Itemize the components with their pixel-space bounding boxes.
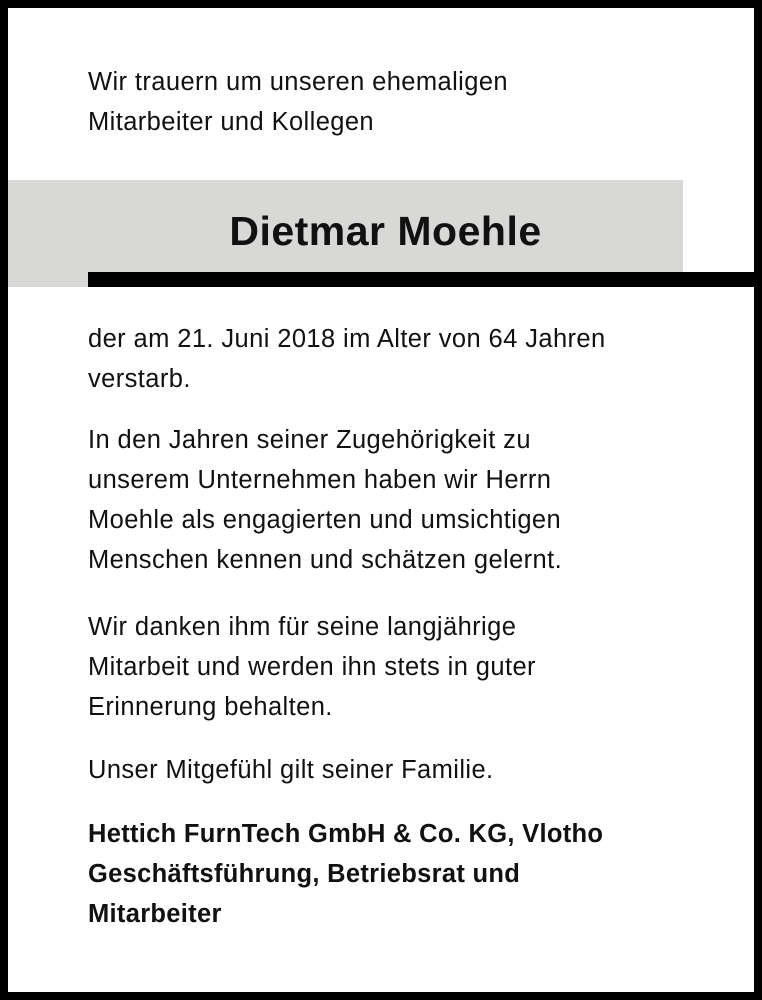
signature-line: Mitarbeiter <box>88 900 222 928</box>
black-rule <box>88 272 762 287</box>
text-line: Erinnerung behalten. <box>88 693 333 721</box>
paragraph-death <box>88 319 728 399</box>
paragraph-thanks <box>88 607 728 727</box>
paragraph-tribute <box>88 420 728 580</box>
paragraph-condolence <box>88 750 728 790</box>
signature-line: Hettich FurnTech GmbH & Co. KG, Vlotho <box>88 820 604 848</box>
text-line: unserem Unternehmen haben wir Herrn <box>88 466 552 494</box>
text-line: Menschen kennen und schätzen gelernt. <box>88 546 563 574</box>
intro-line: Mitarbeiter und Kollegen <box>88 108 375 136</box>
intro-text <box>88 62 728 142</box>
text-line: In den Jahren seiner Zugehörigkeit zu <box>88 426 531 454</box>
text-line: Moehle als engagierten und umsichtigen <box>88 506 562 534</box>
intro-line: Wir trauern um unseren ehemaligen <box>88 68 508 96</box>
signature-line: Geschäftsführung, Betriebsrat und <box>88 860 521 888</box>
text-line: der am 21. Juni 2018 im Alter von 64 Jahren <box>88 325 606 353</box>
deceased-name: Dietmar Moehle <box>229 208 542 254</box>
text-line: Mitarbeit und werden ihn stets in guter <box>88 653 536 681</box>
text-line: Wir danken ihm für seine langjährige <box>88 613 517 641</box>
signature <box>88 814 728 934</box>
text-line: verstarb. <box>88 365 191 393</box>
text-line: Unser Mitgefühl gilt seiner Familie. <box>88 756 494 784</box>
